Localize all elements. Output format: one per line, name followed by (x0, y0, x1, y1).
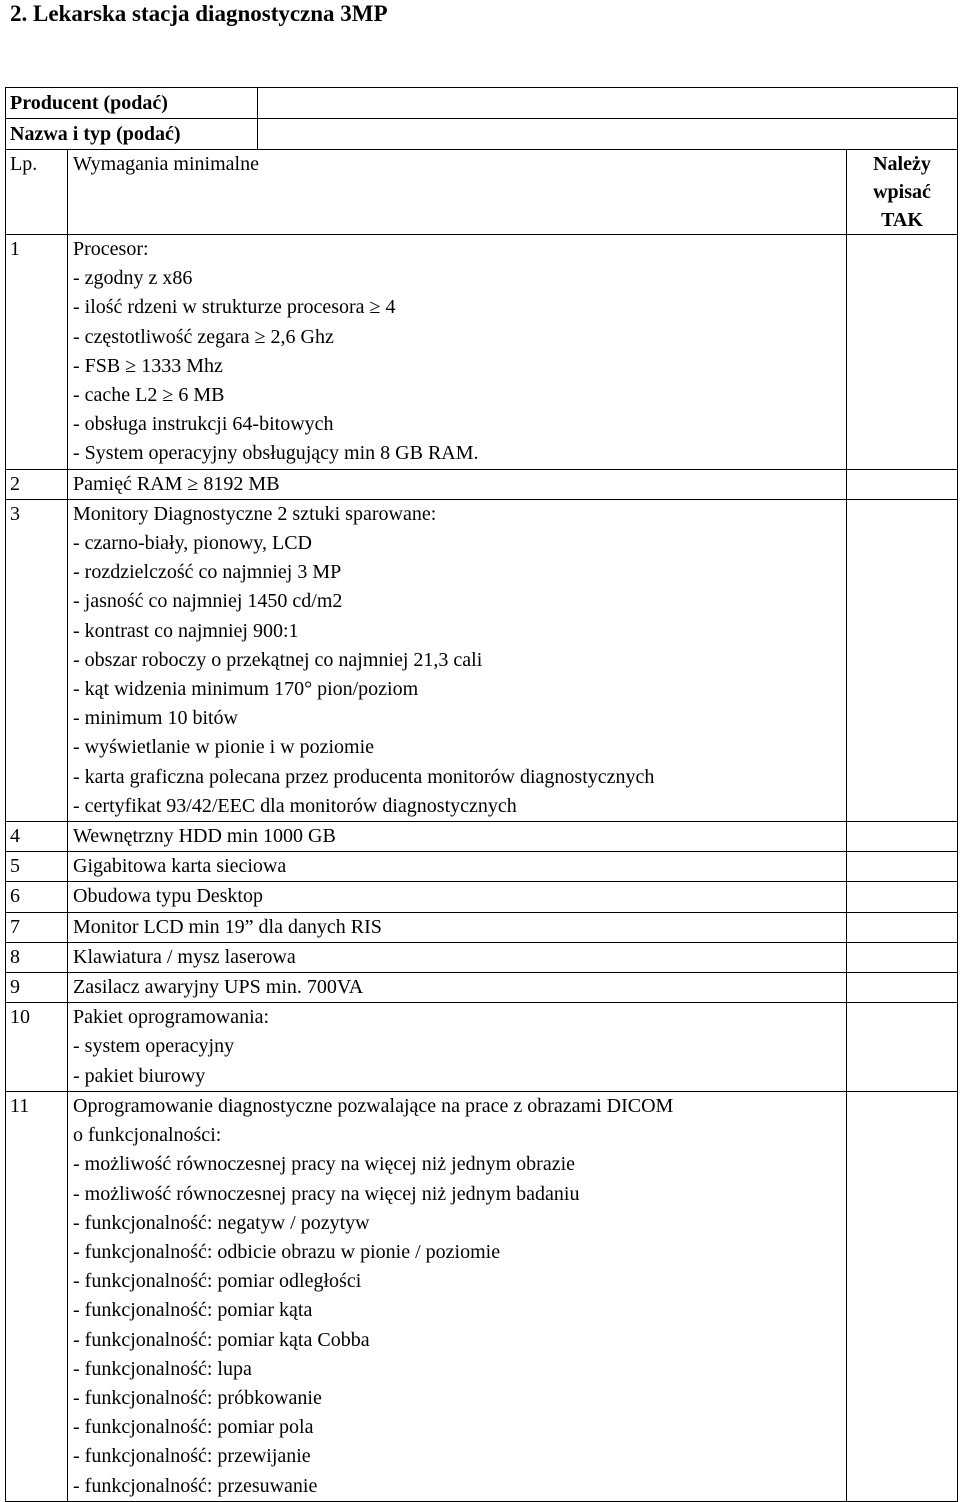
requirement-line: Pakiet oprogramowania: (73, 1006, 270, 1029)
answer-cell[interactable] (847, 942, 958, 972)
table-row (6, 235, 958, 470)
answer-header-line: Należy (873, 153, 931, 175)
row-number: 9 (6, 973, 68, 1003)
requirement-line: - funkcjonalność: negatyw / pozytyw (73, 1211, 370, 1234)
table-row (6, 942, 958, 972)
row-number: 3 (6, 499, 68, 821)
answer-cell[interactable] (847, 822, 958, 852)
requirement-line: Oprogramowanie diagnostyczne pozwalające na prace z obrazami DICOM (73, 1094, 674, 1117)
requirement-text (68, 942, 847, 972)
requirement-line: Procesor: (73, 238, 149, 260)
requirement-line: Pamięć RAM ≥ 8192 MB (73, 472, 280, 495)
producer-label: Producent (podać) (6, 88, 258, 119)
requirement-line: - System operacyjny obsługujący min 8 GB RAM. (73, 442, 479, 465)
table-row (6, 469, 958, 499)
requirement-line: - wyświetlanie w pionie i w poziomie (73, 736, 375, 759)
requirements-table (5, 87, 958, 1502)
requirement-line: Wewnętrzny HDD min 1000 GB (73, 825, 336, 848)
answer-cell[interactable] (847, 912, 958, 942)
requirement-line: - system operacyjny (73, 1035, 235, 1058)
requirement-line: - funkcjonalność: przesuwanie (73, 1474, 318, 1497)
requirement-line: - cache L2 ≥ 6 MB (73, 384, 225, 407)
row-number: 5 (6, 852, 68, 882)
requirement-text (68, 973, 847, 1003)
answer-cell[interactable] (847, 235, 958, 470)
requirement-text (68, 235, 847, 470)
requirement-text (68, 852, 847, 882)
requirement-line: - kontrast co najmniej 900:1 (73, 619, 299, 642)
requirement-line: - funkcjonalność: pomiar pola (73, 1416, 314, 1439)
name-value[interactable] (258, 119, 958, 150)
row-number: 8 (6, 942, 68, 972)
requirement-line: Monitor LCD min 19” dla danych RIS (73, 915, 382, 938)
requirement-text (68, 1091, 847, 1501)
row-number: 2 (6, 469, 68, 499)
requirement-line: Gigabitowa karta sieciowa (73, 855, 287, 878)
requirement-line: - minimum 10 bitów (73, 707, 238, 730)
answer-cell[interactable] (847, 852, 958, 882)
row-number: 6 (6, 882, 68, 912)
requirements-header: Wymagania minimalne (68, 150, 847, 235)
requirement-line: - funkcjonalność: odbicie obrazu w pionie / poziomie (73, 1240, 501, 1263)
requirement-line: Klawiatura / mysz laserowa (73, 945, 296, 968)
requirement-text (68, 822, 847, 852)
row-number: 7 (6, 912, 68, 942)
producer-value[interactable] (258, 88, 958, 119)
requirement-line: - obsługa instrukcji 64-bitowych (73, 413, 334, 436)
answer-cell[interactable] (847, 499, 958, 821)
answer-header-line: TAK (881, 209, 923, 231)
requirement-line: - możliwość równoczesnej pracy na więcej niż jednym badaniu (73, 1182, 580, 1205)
table-row (6, 822, 958, 852)
requirement-text (68, 882, 847, 912)
name-label: Nazwa i typ (podać) (6, 119, 258, 150)
requirements-rows (6, 235, 958, 1502)
answer-cell[interactable] (847, 1091, 958, 1501)
row-number: 11 (6, 1091, 68, 1501)
requirement-line: - kąt widzenia minimum 170° pion/poziom (73, 678, 419, 701)
name-row (6, 119, 958, 150)
requirement-line: - funkcjonalność: pomiar kąta Cobba (73, 1328, 370, 1351)
requirement-line: - jasność co najmniej 1450 cd/m2 (73, 590, 343, 613)
answer-cell[interactable] (847, 973, 958, 1003)
table-row (6, 973, 958, 1003)
requirement-line: - funkcjonalność: próbkowanie (73, 1386, 322, 1409)
requirement-line: - funkcjonalność: lupa (73, 1357, 252, 1380)
producer-row (6, 88, 958, 119)
requirement-line: - częstotliwość zegara ≥ 2,6 Ghz (73, 325, 334, 348)
row-number: 4 (6, 822, 68, 852)
table-row (6, 882, 958, 912)
requirement-line: - funkcjonalność: pomiar odległości (73, 1270, 362, 1293)
header-row (6, 150, 958, 235)
requirement-line: - certyfikat 93/42/EEC dla monitorów diagnostycznych (73, 794, 517, 817)
requirement-line: - ilość rdzeni w strukturze procesora ≥ 4 (73, 296, 396, 319)
page-title: 2. Lekarska stacja diagnostyczna 3MP (10, 1, 388, 26)
requirement-text (68, 499, 847, 821)
requirement-line: - obszar roboczy o przekątnej co najmniej 21,3 cali (73, 648, 483, 671)
row-number: 10 (6, 1003, 68, 1092)
requirement-line: - zgodny z x86 (73, 267, 193, 290)
lp-header: Lp. (6, 150, 68, 235)
answer-cell[interactable] (847, 1003, 958, 1092)
table-row (6, 1003, 958, 1092)
requirement-line: Obudowa typu Desktop (73, 885, 263, 908)
table-row (6, 852, 958, 882)
table-row (6, 912, 958, 942)
answer-header (847, 150, 958, 235)
requirement-line: - rozdzielczość co najmniej 3 MP (73, 561, 342, 584)
requirement-text (68, 1003, 847, 1092)
requirement-line: - funkcjonalność: pomiar kąta (73, 1299, 313, 1322)
requirement-line: Zasilacz awaryjny UPS min. 700VA (73, 976, 364, 999)
requirement-text (68, 469, 847, 499)
answer-cell[interactable] (847, 882, 958, 912)
row-number: 1 (6, 235, 68, 470)
answer-header-line: wpisać (873, 181, 931, 203)
table-row (6, 1091, 958, 1501)
requirement-line: - funkcjonalność: przewijanie (73, 1445, 311, 1468)
table-row (6, 499, 958, 821)
answer-cell[interactable] (847, 469, 958, 499)
requirement-line: o funkcjonalności: (73, 1124, 222, 1147)
requirement-line: - możliwość równoczesnej pracy na więcej niż jednym obrazie (73, 1153, 576, 1176)
requirement-line: - FSB ≥ 1333 Mhz (73, 354, 223, 377)
requirement-line: - czarno-biały, pionowy, LCD (73, 532, 313, 555)
requirement-line: - pakiet biurowy (73, 1064, 206, 1087)
requirement-text (68, 912, 847, 942)
requirement-line: - karta graficzna polecana przez producenta monitorów diagnostycznych (73, 765, 655, 788)
requirement-line: Monitory Diagnostyczne 2 sztuki sparowane: (73, 502, 437, 525)
